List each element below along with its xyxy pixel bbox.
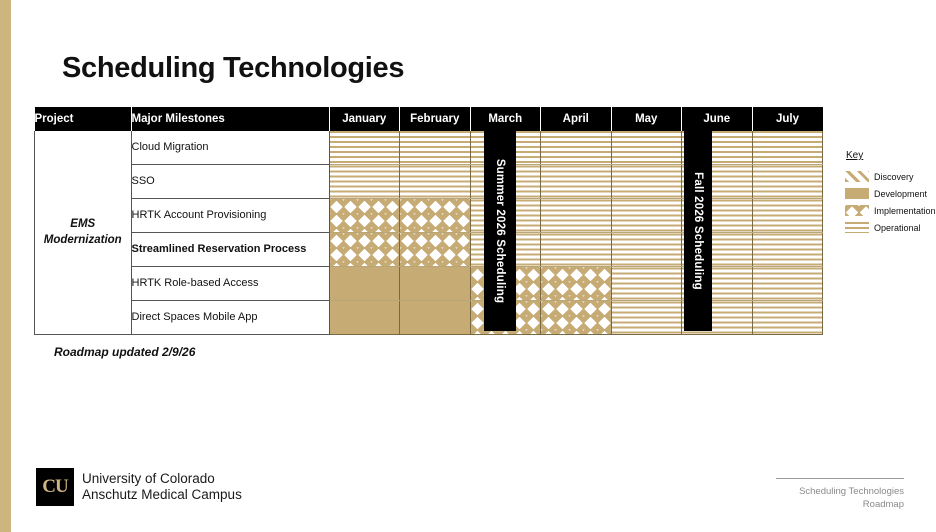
legend-label-discovery: Discovery [874, 171, 914, 182]
milestone-label: Cloud Migration [131, 131, 329, 165]
cell-may [611, 131, 682, 165]
column-header-month-june: June [682, 107, 753, 131]
cell-february [400, 131, 471, 165]
column-header-month-july: July [752, 107, 823, 131]
cell-july [752, 199, 823, 233]
cell-may [611, 301, 682, 335]
milestone-label: HRTK Account Provisioning [131, 199, 329, 233]
project-label: EMS Modernization [35, 131, 132, 335]
cell-april [541, 199, 612, 233]
cell-may [611, 233, 682, 267]
cell-april [541, 301, 612, 335]
legend-swatch-implementation [845, 205, 869, 216]
university-logo [36, 468, 242, 506]
cell-february [400, 199, 471, 233]
cell-may [611, 267, 682, 301]
column-header-month-march: March [470, 107, 541, 131]
footer-caption-line-1: Scheduling Technologies [799, 486, 904, 497]
cell-february [400, 165, 471, 199]
cell-april [541, 165, 612, 199]
accent-bar [0, 0, 11, 532]
milestone-label: Direct Spaces Mobile App [131, 301, 329, 335]
legend-item-operational [845, 219, 931, 236]
column-header-month-april: April [541, 107, 612, 131]
cell-may [611, 199, 682, 233]
legend-title: Key [846, 150, 864, 161]
cell-april [541, 233, 612, 267]
cell-february [400, 301, 471, 335]
page-title: Scheduling Technologies [62, 52, 405, 84]
cell-february [400, 267, 471, 301]
column-header-month-february: February [400, 107, 471, 131]
cell-january [329, 301, 400, 335]
milestone-marker-label: Fall 2026 Scheduling [692, 172, 704, 290]
roadmap-updated-text: Roadmap updated 2/9/26 [54, 345, 196, 359]
milestone-marker-label: Summer 2026 Scheduling [494, 158, 506, 304]
cell-january [329, 165, 400, 199]
table-header-row [35, 107, 823, 131]
milestone-label: Streamlined Reservation Process [131, 233, 329, 267]
legend-swatch-discovery [845, 171, 869, 182]
cell-january [329, 267, 400, 301]
legend-label-operational: Operational [874, 222, 921, 233]
legend-label-development: Development [874, 188, 928, 199]
milestone-marker-summer-2026 [484, 131, 516, 331]
cell-january [329, 199, 400, 233]
cell-may [611, 165, 682, 199]
footer-caption [744, 478, 904, 512]
milestone-label: HRTK Role-based Access [131, 267, 329, 301]
milestone-label: SSO [131, 165, 329, 199]
logo-wordmark [82, 471, 242, 503]
column-header-month-january: January [329, 107, 400, 131]
column-header-project: Project [35, 107, 132, 131]
column-header-milestones: Major Milestones [131, 107, 329, 131]
cell-april [541, 131, 612, 165]
legend [845, 150, 936, 236]
cell-february [400, 233, 471, 267]
legend-label-implementation: Implementation [874, 205, 936, 216]
cell-july [752, 131, 823, 165]
milestone-marker-fall-2026 [684, 131, 712, 331]
legend-swatch-operational [845, 222, 869, 233]
footer-caption-line-2: Roadmap [862, 498, 904, 510]
cu-logo-text: CU [42, 476, 68, 497]
cell-july [752, 267, 823, 301]
cu-logo-icon [36, 468, 74, 506]
legend-item-implementation [845, 202, 936, 219]
logo-line-2: Anschutz Medical Campus [82, 487, 242, 502]
cell-july [752, 301, 823, 335]
cell-january [329, 131, 400, 165]
cell-july [752, 165, 823, 199]
logo-line-1: University of Colorado [82, 471, 215, 487]
column-header-month-may: May [611, 107, 682, 131]
legend-item-discovery [845, 168, 931, 185]
cell-january [329, 233, 400, 267]
cell-july [752, 233, 823, 267]
legend-item-development [845, 185, 931, 202]
legend-swatch-development [845, 188, 869, 199]
cell-april [541, 267, 612, 301]
footer-divider [776, 478, 904, 479]
